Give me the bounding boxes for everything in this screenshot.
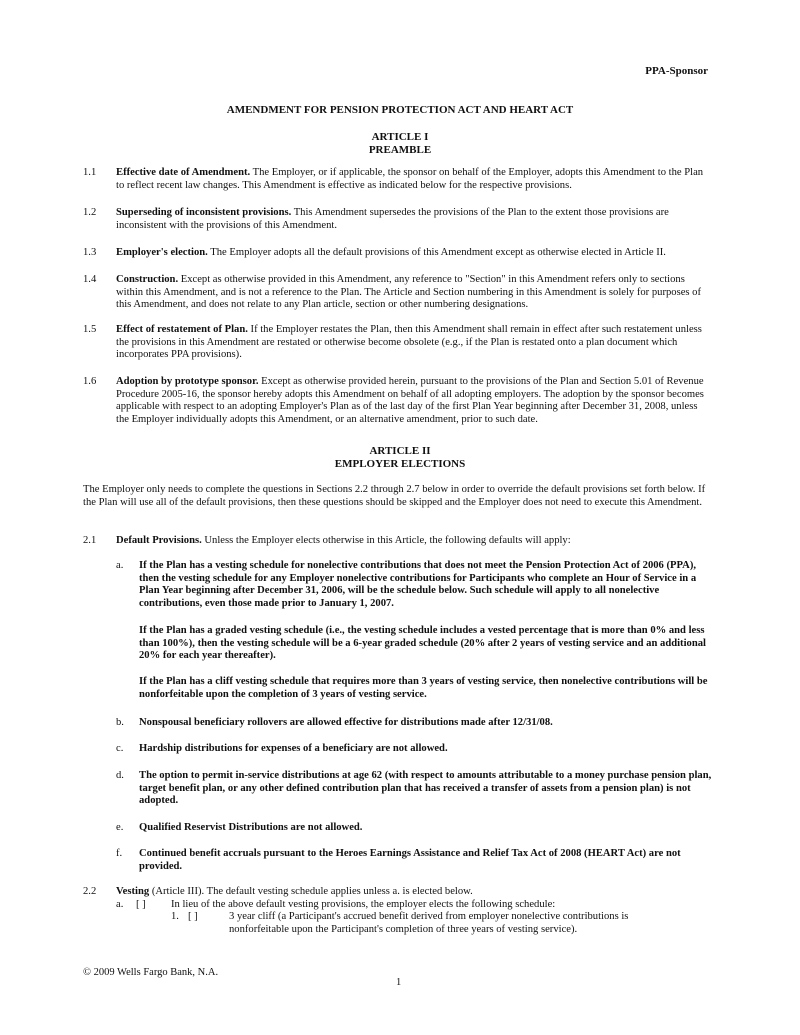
section-heading: Employer's election. [116, 247, 208, 258]
default-item-e [116, 822, 716, 835]
cliff-vesting-paragraph: If the Plan has a cliff vesting schedule that requires more than 3 years of vesting service, then nonelective contributions will be nonforfeitable upon the completion of 3 years of vesting service. [139, 676, 708, 700]
section-number: 1.3 [83, 247, 97, 258]
item-letter: a. [116, 560, 124, 571]
item-letter: d. [116, 770, 124, 781]
article-1-heading [0, 131, 800, 157]
section-1-6 [83, 376, 708, 426]
section-heading: Superseding of inconsistent provisions. [116, 207, 292, 218]
default-item-a [116, 560, 716, 610]
section-number: 1.1 [83, 167, 97, 178]
graded-vesting-paragraph: If the Plan has a graded vesting schedule (i.e., the vesting schedule includes a vested percentage that is more than 0% and less than 100%), then the vesting schedule will be a 6-year graded schedule (20% after 2 years of vesting service and an additional 20% for each year thereafter). [139, 625, 706, 662]
section-heading: Construction. [116, 274, 179, 285]
article-2-name: EMPLOYER ELECTIONS [334, 458, 466, 470]
option-a-checkbox[interactable]: [ ] [136, 899, 146, 910]
document-code: PPA-Sponsor [645, 65, 708, 77]
item-letter: e. [116, 822, 124, 833]
section-number: 1.2 [83, 207, 97, 218]
section-heading: Vesting [116, 886, 150, 897]
article-2-intro: The Employer only needs to complete the questions in Sections 2.2 through 2.7 below in order to override the default provisions set forth below. If the Plan will use all of the default provisions, then these questions should be skipped and the Employer does not need to execute this Amendment. [83, 484, 706, 508]
document-title: AMENDMENT FOR PENSION PROTECTION ACT AND HEART ACT [226, 104, 574, 116]
article-2-heading [0, 445, 800, 471]
option-a-text: In lieu of the above default vesting provisions, the employer elects the following schedule: [171, 899, 556, 910]
section-heading: Effect of restatement of Plan. [116, 324, 248, 335]
section-1-5 [83, 324, 708, 362]
section-number: 1.5 [83, 324, 97, 335]
section-number: 2.2 [83, 886, 97, 897]
section-text: This Amendment supersedes the provisions of the Plan to the extent those provisions are inconsistent with the provisions of this Amendment. [116, 207, 669, 231]
article-1-number: ARTICLE I [371, 131, 429, 143]
item-text: The option to permit in-service distributions at age 62 (with respect to amounts attributable to a money purchase pension plan, target benefit plan, or any other defined contribution plan that has received a transfer of assets from a pension plan) is not adopted. [139, 770, 712, 807]
section-number: 2.1 [83, 535, 97, 546]
section-2-2 [83, 886, 708, 899]
option-letter: a. [116, 899, 124, 910]
item-letter: f. [116, 848, 123, 859]
copyright-notice: © 2009 Wells Fargo Bank, N.A. [83, 967, 219, 978]
section-text: If the Employer restates the Plan, then this Amendment shall remain in effect after such restatement unless the provisions in this Amendment are restated or otherwise become obsolete (e.g., if the Plan is restated onto a plan document which incorporates PPA provisions). [116, 324, 702, 361]
section-text: The Employer adopts all the default provisions of this Amendment except as otherwise elected in Article II. [207, 247, 666, 258]
section-text: (Article III). The default vesting schedule applies unless a. is elected below. [149, 886, 473, 897]
section-heading: Default Provisions. [116, 535, 202, 546]
page-number: 1 [396, 977, 402, 988]
section-number: 1.6 [83, 376, 97, 387]
section-1-2 [83, 207, 708, 232]
section-number: 1.4 [83, 274, 97, 285]
item-letter: c. [116, 743, 124, 754]
option-1-text: 3 year cliff (a Participant's accrued benefit derived from employer nonelective contributions is nonforfeitable upon the Participant's completion of three years of vesting service). [229, 911, 629, 935]
item-text: If the Plan has a vesting schedule for nonelective contributions that does not meet the Pension Protection Act of 2006 (PPA), then the vesting schedule for any Employer nonelective contributions for Participants who complete an Hour of Service in a Plan Year beginning after December 31, 2006, will be the schedule below. Such schedule will apply to all nonelective contributions, even those made prior to January 1, 2007. [139, 560, 697, 609]
article-1-name: PREAMBLE [368, 144, 432, 156]
section-1-3 [83, 247, 708, 260]
section-text: The Employer, or if applicable, the sponsor on behalf of the Employer, adopts this Amendment to the Plan to reflect recent law changes. This Amendment is effective as indicated below for the respective provisions. [116, 167, 704, 191]
item-text: Continued benefit accruals pursuant to the Heroes Earnings Assistance and Relief Tax Act of 2008 (HEART Act) are not provided. [139, 848, 681, 872]
section-1-4 [83, 274, 708, 312]
item-text: Nonspousal beneficiary rollovers are allowed effective for distributions made after 12/31/08. [139, 717, 553, 728]
default-item-d [116, 770, 716, 808]
section-text: Unless the Employer elects otherwise in this Article, the following defaults will apply: [201, 535, 571, 546]
section-heading: Adoption by prototype sponsor. [116, 376, 259, 387]
section-2-1 [83, 535, 708, 548]
section-heading: Effective date of Amendment. [116, 167, 251, 178]
article-2-number: ARTICLE II [369, 445, 431, 457]
option-1-checkbox[interactable]: [ ] [188, 911, 198, 922]
item-text: Qualified Reservist Distributions are not allowed. [139, 822, 363, 833]
section-1-1 [83, 167, 708, 192]
option-number: 1. [171, 911, 179, 922]
default-item-c [116, 743, 716, 756]
item-text: Hardship distributions for expenses of a beneficiary are not allowed. [139, 743, 448, 754]
default-item-b [116, 717, 716, 730]
section-text: Except as otherwise provided in this Amendment, any reference to "Section" in this Amendment refers only to sections within this Amendment, and is not a reference to the Plan. The Article and Section numbering in this Amendment is solely for purposes of this Amendment, and does not relate to any Plan article, section or other numbering designations. [116, 274, 701, 311]
item-letter: b. [116, 717, 124, 728]
section-text: Except as otherwise provided herein, pursuant to the provisions of the Plan and Section 5.01 of Revenue Procedure 2005-16, the sponsor hereby adopts this Amendment on behalf of all adopting employers. The adoption by the sponsor becomes applicable with respect to an adopting Employer's Plan as of the last day of the first Plan Year beginning after December 31, 2008, unless the Employer individually adopts this Amendment, or an alternative amendment, prior to such date. [116, 376, 704, 425]
default-item-f [116, 848, 716, 873]
